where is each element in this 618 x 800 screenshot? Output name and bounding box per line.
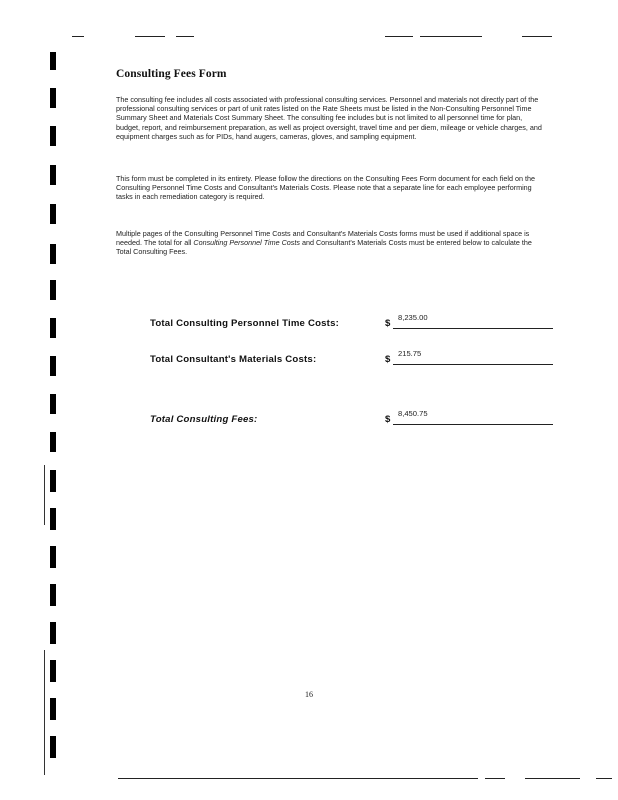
scan-mark (420, 36, 482, 37)
scan-edge-line (44, 650, 45, 775)
binding-mark (50, 52, 56, 70)
scan-mark (522, 36, 552, 37)
binding-mark (50, 698, 56, 720)
amount-underline (393, 328, 553, 329)
binding-mark (50, 508, 56, 530)
binding-mark (50, 584, 56, 606)
page-number: 16 (305, 690, 313, 699)
fees-total-row (150, 409, 560, 430)
personnel-total-label: Total Consulting Personnel Time Costs: (150, 318, 340, 329)
binding-mark (50, 736, 56, 758)
scan-mark (385, 36, 413, 37)
instructions-paragraph: This form must be completed in its entirety. Please follow the directions on the Consulting Fees Form document for each field on the Consulting Personnel Time Costs and Consultant's Materials Costs. Please note that a separate line for each employee performing tasks in each remediation category is required. (116, 174, 535, 202)
binding-mark (50, 204, 56, 224)
binding-mark (50, 470, 56, 492)
binding-mark (50, 394, 56, 414)
binding-mark (50, 622, 56, 644)
materials-total-label: Total Consultant's Materials Costs: (150, 354, 317, 365)
currency-symbol: $ (385, 354, 391, 365)
materials-total-row (150, 349, 560, 370)
multiple-pages-paragraph (116, 229, 546, 257)
materials-total-value[interactable]: 215.75 (398, 349, 422, 358)
scan-mark (596, 778, 612, 779)
fees-total-label: Total Consulting Fees: (150, 414, 258, 425)
personnel-total-row (150, 313, 560, 334)
form-title: Consulting Fees Form (116, 68, 227, 80)
intro-paragraph: The consulting fee includes all costs associated with professional consulting services. Personnel and materials not directly part of the professional consulting services or part of unit rates listed on the Rate Sheets must be listed in the Non-Consulting Personnel Time Summary Sheet and Materials Cost Summary Sheet. The consulting fee includes but is not limited to all personnel time for plan, budget, report, and reimbursement preparation, as well as project oversight, travel time and per diem, mileage or vehicle charges, and equipment charges such as for PIDs, hand augers, cameras, gloves, and sampling equipment. (116, 95, 542, 141)
personnel-total-value[interactable]: 8,235.00 (398, 313, 428, 322)
binding-mark (50, 126, 56, 146)
binding-mark (50, 280, 56, 300)
binding-mark (50, 660, 56, 682)
paragraph-text: Multiple pages of the Consulting Personnel Time Costs and Consultant's Materials Costs forms must be used if additional space is needed. The total for all (116, 229, 530, 248)
amount-underline (393, 364, 553, 365)
fees-total-value[interactable]: 8,450.75 (398, 409, 428, 418)
paragraph-italic-text: Consulting Personnel Time Costs (193, 238, 300, 248)
binding-mark (50, 432, 56, 452)
binding-mark (50, 546, 56, 568)
paragraph-text: and Consultant's Materials Costs must be entered below to calculate the Total Consulting Fees. (116, 238, 532, 257)
scan-mark (135, 36, 165, 37)
binding-mark (50, 244, 56, 264)
scan-mark (485, 778, 505, 779)
amount-underline (393, 424, 553, 425)
scan-mark (525, 778, 580, 779)
scan-mark (72, 36, 84, 37)
currency-symbol: $ (385, 318, 391, 329)
binding-mark (50, 88, 56, 108)
currency-symbol: $ (385, 414, 391, 425)
scan-mark (118, 778, 478, 779)
binding-mark (50, 165, 56, 185)
binding-mark (50, 318, 56, 338)
scan-mark (176, 36, 194, 37)
scan-edge-line (44, 465, 45, 525)
binding-mark (50, 356, 56, 376)
